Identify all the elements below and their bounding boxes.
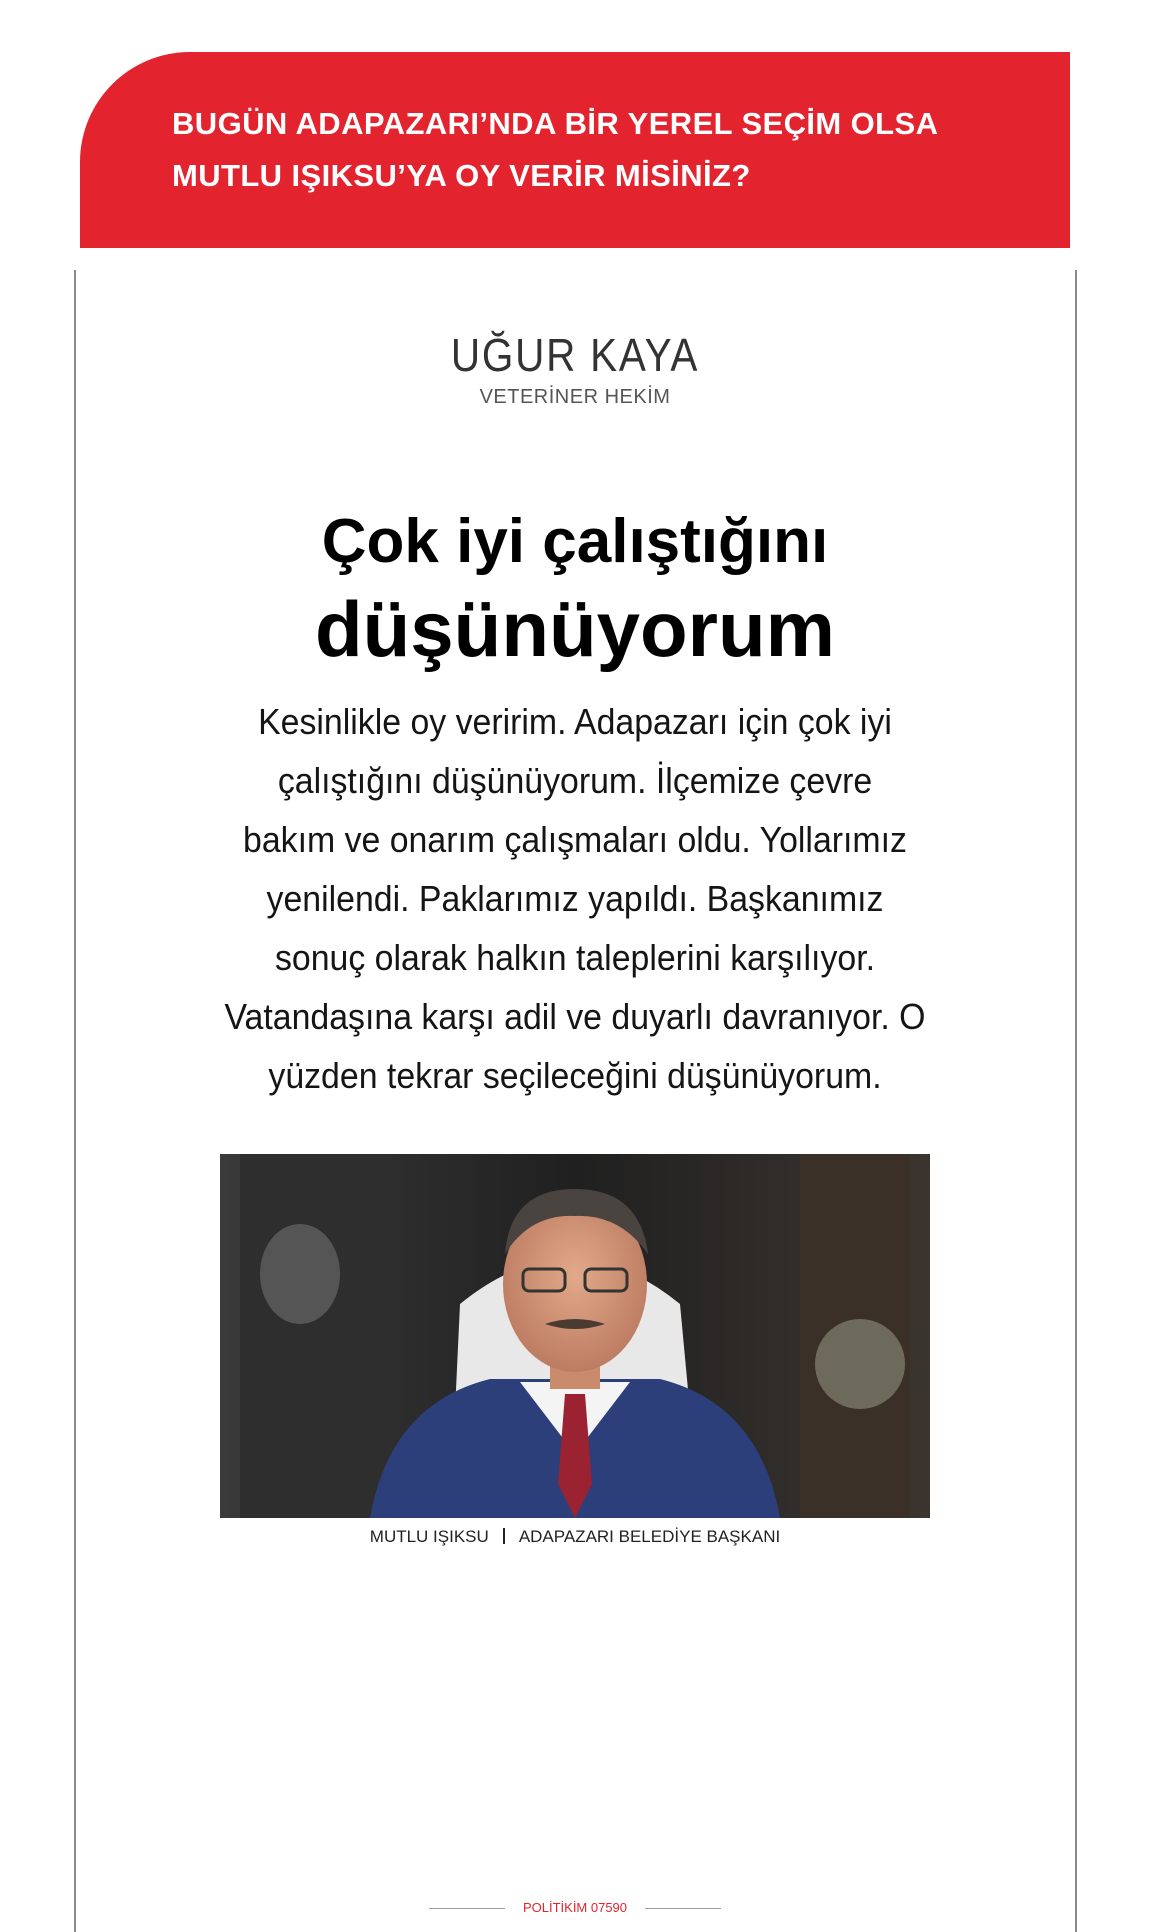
author-name: UĞUR KAYA bbox=[450, 329, 700, 381]
banner-question bbox=[172, 98, 1052, 202]
caption-separator bbox=[503, 1528, 505, 1544]
photo-caption bbox=[0, 1527, 1150, 1547]
body-text bbox=[35, 692, 1116, 1105]
headline-line-2: düşünüyorum bbox=[315, 585, 835, 673]
headline-line-1: Çok iyi çalıştığını bbox=[321, 507, 829, 576]
body-line: sonuç olarak halkın taleplerini karşılıyor. bbox=[274, 937, 876, 978]
caption-role: ADAPAZARI BELEDİYE BAŞKANI bbox=[518, 1527, 781, 1546]
body-line: Vatandaşına karşı adil ve duyarlı davranıyor. O bbox=[224, 996, 926, 1037]
page-footer bbox=[0, 1900, 1150, 1915]
headline bbox=[100, 500, 1050, 674]
body-line: yenilendi. Paklarımız yapıldı. Başkanımız bbox=[266, 878, 884, 919]
header-banner bbox=[80, 52, 1070, 248]
footer-label: POLİTİKİM 07590 bbox=[522, 1900, 628, 1915]
footer-rule-right bbox=[645, 1908, 721, 1909]
body-line: bakım ve onarım çalışmaları oldu. Yollarımız bbox=[243, 819, 907, 860]
mayor-portrait-photo bbox=[220, 1154, 930, 1518]
body-line: çalıştığını düşünüyorum. İlçemize çevre bbox=[277, 760, 873, 801]
body-line: Kesinlikle oy veririm. Adapazarı için çok iyi bbox=[258, 701, 892, 742]
caption-name: MUTLU IŞIKSU bbox=[369, 1527, 489, 1546]
banner-line-1: BUGÜN ADAPAZARI’NDA BİR YEREL SEÇİM OLSA bbox=[172, 106, 939, 141]
body-line: yüzden tekrar seçileceğini düşünüyorum. bbox=[268, 1055, 882, 1096]
author-title: VETERİNER HEKİM bbox=[479, 386, 671, 408]
footer-rule-left bbox=[429, 1908, 505, 1909]
banner-line-2: MUTLU IŞIKSU’YA OY VERİR MİSİNİZ? bbox=[172, 158, 751, 193]
